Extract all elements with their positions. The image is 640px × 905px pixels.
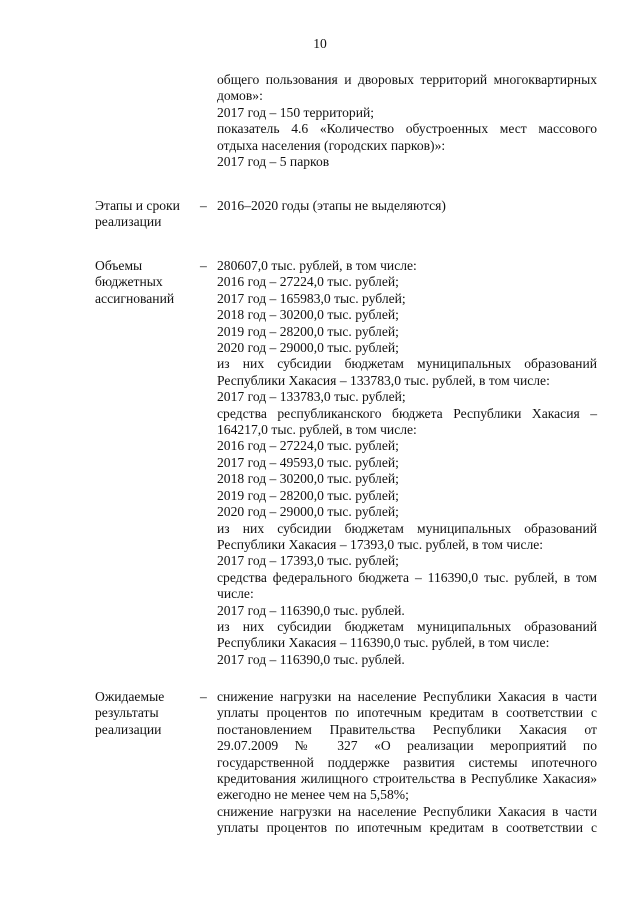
results-label: Ожидаемые результаты реализации <box>95 689 165 737</box>
budget-text <box>217 258 597 668</box>
text-line: 2017 год – 165983,0 тыс. рублей; <box>217 290 406 306</box>
text-line: 2016 год – 27224,0 тыс. рублей; <box>217 438 399 454</box>
text-line: 2017 год – 116390,0 тыс. рублей. <box>217 602 405 618</box>
text-line: 2017 год – 17393,0 тыс. рублей; <box>217 553 399 569</box>
text-line: 2018 год – 30200,0 тыс. рублей; <box>217 471 399 487</box>
text-line: показатель 4.6 «Количество обустроенных мест массового отдыха населения (городских парков)»: <box>217 121 597 153</box>
text-line: 2020 год – 29000,0 тыс. рублей; <box>217 504 399 520</box>
text-line: 2017 год – 133783,0 тыс. рублей; <box>217 389 406 405</box>
text-line: 2019 год – 28200,0 тыс. рублей; <box>217 323 399 339</box>
text-line: 2019 год – 28200,0 тыс. рублей; <box>217 487 399 503</box>
budget-label: Объемы бюджетных ассигнований <box>95 258 175 306</box>
text-line: из них субсидии бюджетам муниципальных образований Республики Хакасия – 17393,0 тыс. рублей, в том числе: <box>217 520 597 552</box>
text-line: 2017 год – 49593,0 тыс. рублей; <box>217 454 399 470</box>
text-line: 2017 год – 5 парков <box>217 154 330 170</box>
dash: – <box>200 198 207 213</box>
text-line: 2018 год – 30200,0 тыс. рублей; <box>217 307 399 323</box>
text-line: средства федерального бюджета – 116390,0 тыс. рублей, в том числе: <box>217 569 597 602</box>
text-line: из них субсидии бюджетам муниципальных образований Республики Хакасия – 133783,0 тыс. рублей, в том числе: <box>217 356 597 388</box>
results-text <box>217 689 597 837</box>
text-line: снижение нагрузки на население Республики Хакасия в части уплаты процентов по ипотечным кредитам в соответствии с постановлением Правительства Республики Хакасия от 29.07.2009 № 327 «О реализации мероприятий по государственной поддержке развития системы ипотечного кредитования жилищного строительства в Республике Хакасия» ежегодно не менее чем на 5,58%; <box>217 689 597 803</box>
text-line: 2017 год – 150 территорий; <box>217 104 375 120</box>
stages-text <box>217 198 597 214</box>
dash: – <box>200 258 207 273</box>
text-line: из них субсидии бюджетам муниципальных образований Республики Хакасия – 116390,0 тыс. рублей, в том числе: <box>217 618 597 651</box>
page-number: 10 <box>313 36 327 51</box>
dash: – <box>200 689 207 704</box>
text-line: средства республиканского бюджета Республики Хакасия – 164217,0 тыс. рублей, в том числе: <box>217 405 597 438</box>
text-line: 280607,0 тыс. рублей, в том числе: <box>217 258 417 273</box>
text-line: снижение нагрузки на население Республики Хакасия в части уплаты процентов по ипотечным кредитам в соответствии с <box>217 803 597 836</box>
text-line: 2016–2020 годы (этапы не выделяются) <box>217 198 446 213</box>
text-line: 2020 год – 29000,0 тыс. рублей; <box>217 340 399 356</box>
indicators-continuation-text <box>217 72 597 170</box>
stages-label: Этапы и сроки реализации <box>95 198 180 230</box>
text-line: 2017 год – 116390,0 тыс. рублей. <box>217 651 405 667</box>
text-line: 2016 год – 27224,0 тыс. рублей; <box>217 274 399 290</box>
text-line: общего пользования и дворовых территорий многоквартирных домов»: <box>217 72 597 104</box>
